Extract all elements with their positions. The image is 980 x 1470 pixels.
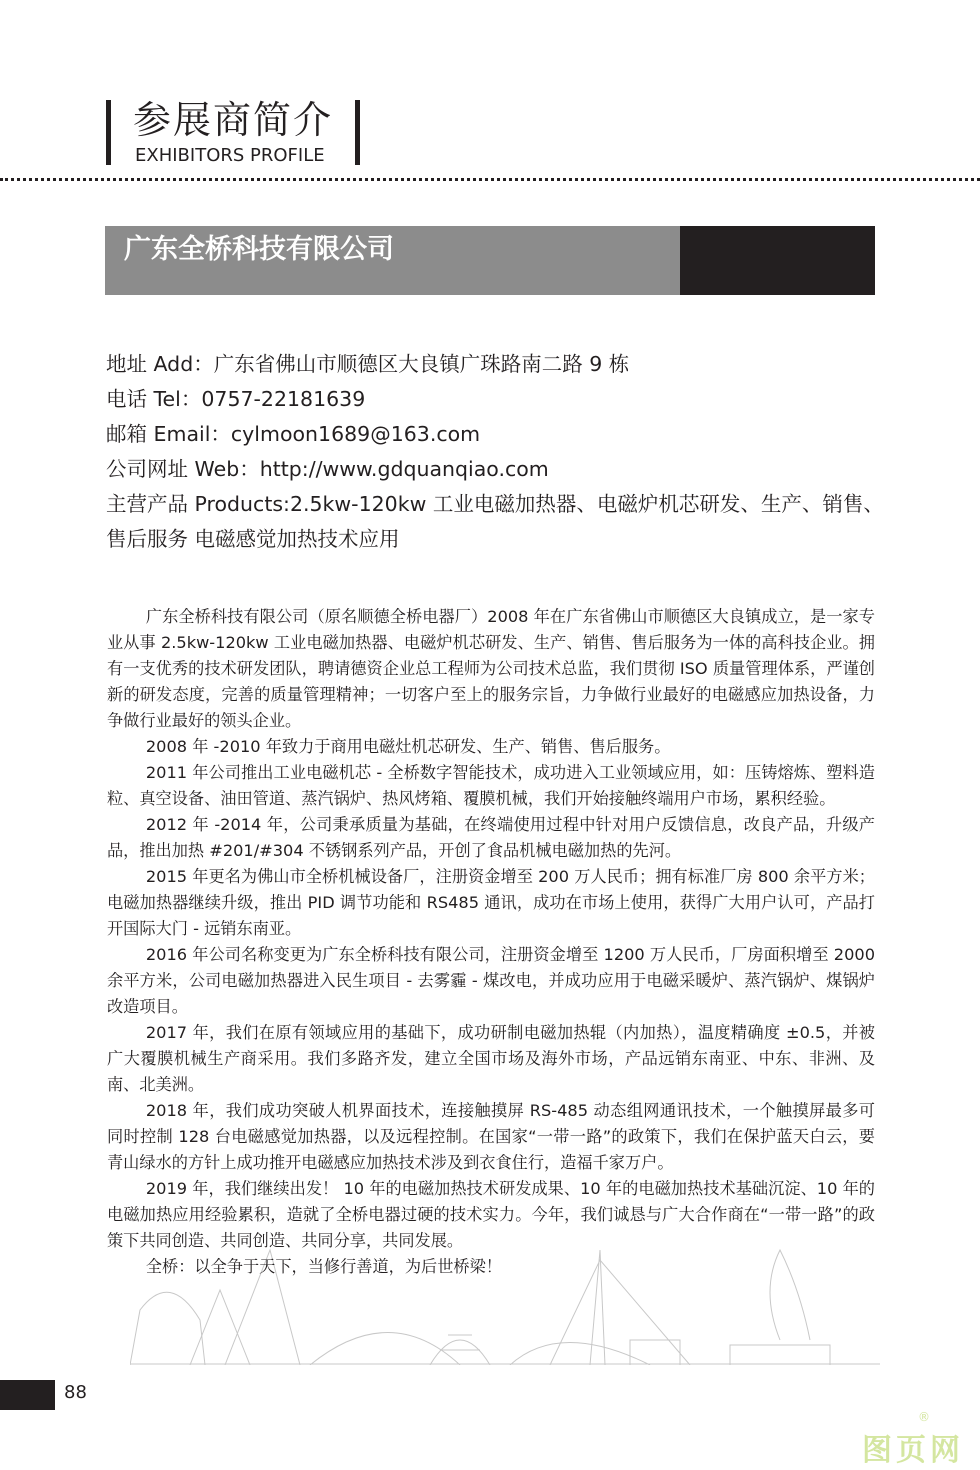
company-banner-accent [680, 226, 875, 295]
page-number: 88 [64, 1382, 87, 1403]
paragraph: 全桥：以全争于天下，当修行善道，为后世桥梁！ [145, 1257, 502, 1276]
page-number-block [0, 1380, 55, 1410]
company-name: 广东全桥科技有限公司 [124, 234, 394, 265]
contact-products-cont: 售后服务 电磁感觉加热技术应用 [106, 527, 400, 551]
contact-products: 主营产品 Products:2.5kw-120kw 工业电磁加热器、电磁炉机芯研发、生产、销售、 [106, 492, 884, 516]
paragraph: 2008 年 -2010 年致力于商用电磁灶机芯研发、生产、销售、售后服务。 [145, 737, 671, 756]
paragraph: 2012 年 -2014 年，公司秉承质量为基础，在终端使用过程中针对用户反馈信息，改良产品，升级产品，推出加热 #201/#304 不锈钢系列产品，开创了食品机械电磁加热的先河。 [107, 815, 875, 860]
contact-email: 邮箱 Email：cylmoon1689@163.com [106, 422, 481, 446]
paragraph: 2016 年公司名称变更为广东全桥科技有限公司，注册资金增至 1200 万人民币，厂房面积增至 2000 余平方米，公司电磁加热器进入民生项目 - 去雾霾 - 煤改电，并成功应用于电磁采暖炉、蒸汽锅炉、煤锅炉改造项目。 [107, 945, 875, 1016]
paragraph: 2011 年公司推出工业电磁机芯 - 全桥数字智能技术，成功进入工业领域应用，如：压铸熔炼、塑料造粒、真空设备、油田管道、蒸汽锅炉、热风烤箱、覆膜机械，我们开始接触终端用户市场，累积经验。 [107, 763, 875, 808]
dotted-divider [0, 178, 980, 181]
paragraph: 2017 年，我们在原有领域应用的基础下，成功研制电磁加热辊（内加热），温度精确度 ±0.5，并被广大覆膜机械生产商采用。我们多路齐发，建立全国市场及海外市场，产品远销东南亚、中东、非洲、及南、北美洲。 [107, 1023, 875, 1094]
paragraph: 2019 年，我们继续出发！ 10 年的电磁加热技术研发成果、10 年的电磁加热技术基础沉淀、10 年的电磁加热应用经验累积，造就了全桥电器过硬的技术实力。今年，我们诚恳与广大合作商在“一带一路”的政策下共同创造、共同创造、共同分享，共同发展。 [107, 1179, 875, 1250]
section-title: 参展商简介 [133, 98, 334, 142]
contact-address: 地址 Add：广东省佛山市顺德区大良镇广珠路南二路 9 栋 [106, 352, 630, 376]
contact-website: 公司网址 Web：http://www.gdquanqiao.com [106, 457, 549, 481]
contact-info [106, 347, 886, 557]
contact-phone: 电话 Tel：0757-22181639 [106, 387, 366, 411]
paragraph: 2015 年更名为佛山市全桥机械设备厂，注册资金增至 200 万人民币；拥有标准厂房 800 余平方米；电磁加热器继续升级，推出 PID 调节功能和 RS485 通讯，成功在市场上使用，获得广大用户认可，产品打开国际大门 - 远销东南亚。 [107, 867, 875, 938]
section-subtitle: EXHIBITORS PROFILE [135, 145, 325, 166]
header-left-bar [106, 100, 111, 165]
paragraph: 广东全桥科技有限公司（原名顺德全桥电器厂）2008 年在广东省佛山市顺德区大良镇成立，是一家专业从事 2.5kw-120kw 工业电磁加热器、电磁炉机芯研发、生产、销售、售后服务为一体的高科技企业。拥有一支优秀的技术研发团队，聘请德资企业总工程师为公司技术总监，我们贯彻 ISO 质量管理体系，严谨创新的研发态度，完善的质量管理精神；一切客户至上的服务宗旨，力争做行业最好的电磁感应加热设备，力争做行业最好的领头企业。 [107, 607, 875, 730]
watermark-registered-mark: ® [918, 1410, 930, 1424]
paragraph: 2018 年，我们成功突破人机界面技术，连接触摸屏 RS-485 动态组网通讯技术，一个触摸屏最多可同时控制 128 台电磁感觉加热器，以及远程控制。在国家“一带一路”的政策下，我们在保护蓝天白云，要青山绿水的方针上成功推开电磁感应加热技术涉及到衣食住行，造福千家万户。 [107, 1101, 875, 1172]
header-right-bar [355, 100, 360, 165]
watermark-logo: 图页网 [862, 1433, 964, 1468]
company-profile-text [107, 604, 875, 1280]
